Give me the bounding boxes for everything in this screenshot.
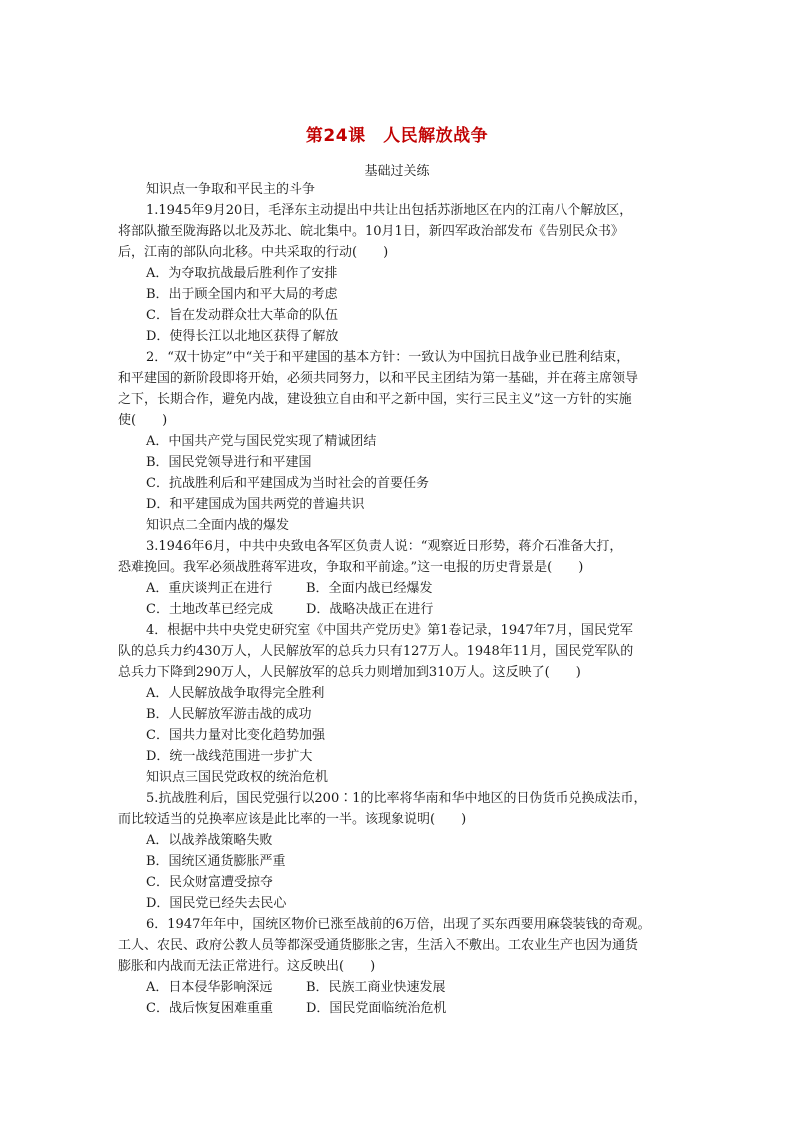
option-d: D．使得长江以北地区获得了解放 xyxy=(146,329,339,344)
question-text: 而比较适当的兑换率应该是此比率的一半。该现象说明( ) xyxy=(118,812,467,827)
question-5 xyxy=(118,788,678,914)
question-2 xyxy=(118,347,678,515)
question-text: 3.1946年6月，中共中央致电各军区负责人说：“观察近日形势，蒋介石准备大打， xyxy=(146,539,623,554)
question-text: 将部队撤至陇海路以北及苏北、皖北集中。10月1日，新四军政治部发布《告别民众书》 xyxy=(118,224,624,239)
option-a: A．重庆谈判正在进行 xyxy=(146,581,273,596)
option-b: B．出于顾全国内和平大局的考虑 xyxy=(146,287,338,302)
question-text: 队的总兵力约430万人，人民解放军的总兵力只有127万人。1948年11月，国民党军队的 xyxy=(118,644,634,659)
option-d: D．战略决战正在进行 xyxy=(306,602,434,617)
option-row xyxy=(118,578,678,599)
section-heading-2: 知识点二全面内战的爆发 xyxy=(146,518,290,533)
lesson-subtitle: 基础过关练 xyxy=(364,164,430,179)
option-b: B．全面内战已经爆发 xyxy=(306,581,433,596)
option-b: B．国民党领导进行和平建国 xyxy=(146,455,312,470)
option-b: B．民族工商业快速发展 xyxy=(306,980,446,995)
question-text: 使( ) xyxy=(118,413,168,428)
option-c: C．国共力量对比变化趋势加强 xyxy=(146,728,325,743)
question-text: 之下，长期合作，避免内战，建设独立自由和平之新中国，实行三民主义”这一方针的实施 xyxy=(118,392,632,407)
question-6 xyxy=(118,914,678,1019)
option-a: A．人民解放战争取得完全胜利 xyxy=(146,686,325,701)
option-a: A．中国共产党与国民党实现了精诚团结 xyxy=(146,434,377,449)
option-d: D．国民党面临统治危机 xyxy=(306,1001,447,1016)
question-text: 膨胀和内战而无法正常进行。这反映出( ) xyxy=(118,959,376,974)
option-c: C．土地改革已经完成 xyxy=(146,602,273,617)
question-3 xyxy=(118,536,678,620)
option-a: A．以战养战策略失败 xyxy=(146,833,273,848)
option-row xyxy=(118,998,678,1019)
option-c: C．战后恢复困难重重 xyxy=(146,1001,273,1016)
option-a: A．日本侵华影响深远 xyxy=(146,980,273,995)
option-b: B．人民解放军游击战的成功 xyxy=(146,707,312,722)
option-row xyxy=(118,977,678,998)
option-row xyxy=(118,599,678,620)
option-c: C．抗战胜利后和平建国成为当时社会的首要任务 xyxy=(146,476,429,491)
question-text: 总兵力下降到290万人，人民解放军的总兵力则增加到310万人。这反映了( ) xyxy=(118,665,581,680)
question-text: 1.1945年9月20日，毛泽东主动提出中共让出包括苏浙地区在内的江南八个解放区， xyxy=(146,203,633,218)
question-text: 工人、农民、政府公教人员等都深受通货膨胀之害，生活入不敷出。工农业生产也因为通货 xyxy=(118,938,639,953)
option-b: B．国统区通货膨胀严重 xyxy=(146,854,286,869)
question-text: 恐难挽回。我军必须战胜蒋军进攻，争取和平前途。”这一电报的历史背景是( ) xyxy=(118,560,584,575)
question-text: 后，江南的部队向北移。中共采取的行动( ) xyxy=(118,245,389,260)
option-d: D．国民党已经失去民心 xyxy=(146,896,287,911)
document-body xyxy=(118,179,678,1019)
question-text: 和平建国的新阶段即将开始，必须共同努力，以和平民主团结为第一基础，并在蒋主席领导 xyxy=(118,371,639,386)
question-text: 4．根据中共中央党史研究室《中国共产党历史》第1卷记录，1947年7月，国民党军 xyxy=(146,623,633,638)
question-text: 5.抗战胜利后，国民党强行以200∶1的比率将华南和华中地区的日伪货币兑换成法币， xyxy=(146,791,647,806)
option-c: C．旨在发动群众壮大革命的队伍 xyxy=(146,308,338,323)
option-c: C．民众财富遭受掠夺 xyxy=(146,875,273,890)
question-1 xyxy=(118,200,678,347)
section-heading-1: 知识点一争取和平民主的斗争 xyxy=(146,182,316,197)
section-heading-3: 知识点三国民党政权的统治危机 xyxy=(146,770,329,785)
lesson-title: 第24课 人民解放战争 xyxy=(305,126,489,146)
option-d: D．统一战线范围进一步扩大 xyxy=(146,749,313,764)
question-text: 6．1947年年中，国统区物价已涨至战前的6万倍，出现了买东西要用麻袋装钱的奇观。 xyxy=(146,917,651,932)
option-d: D．和平建国成为国共两党的普遍共识 xyxy=(146,497,365,512)
option-a: A．为夺取抗战最后胜利作了安排 xyxy=(146,266,338,281)
question-4 xyxy=(118,620,678,767)
question-text: 2．“双十协定”中“关于和平建国的基本方针：一致认为中国抗日战争业已胜利结束， xyxy=(146,350,630,365)
